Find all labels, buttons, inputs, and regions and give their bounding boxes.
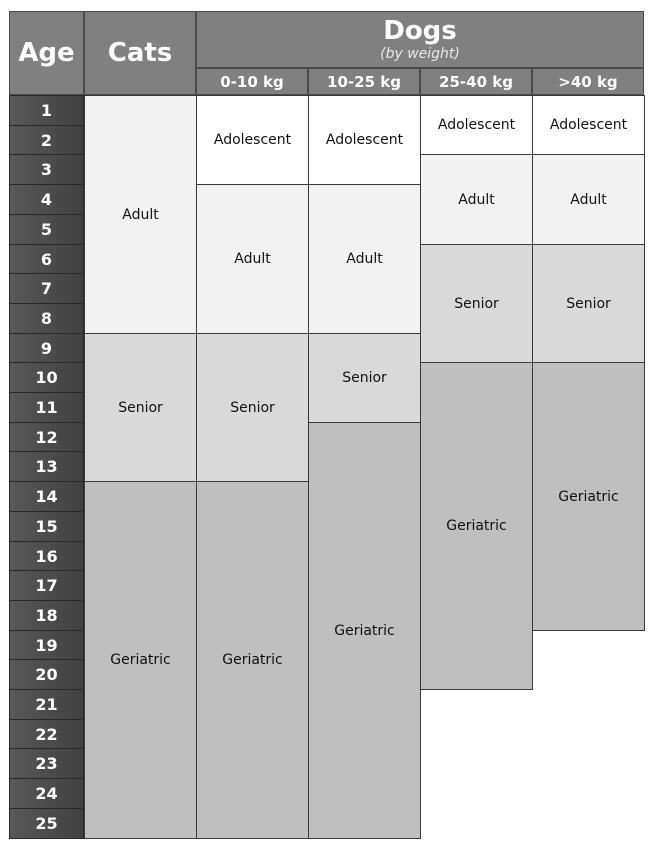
age-cell: 2	[9, 125, 84, 155]
age-cell: 17	[9, 570, 84, 601]
age-cell: 21	[9, 689, 84, 720]
age-cell: 12	[9, 422, 84, 452]
dog-weight-header: 25-40 kg	[420, 68, 532, 95]
age-cell: 9	[9, 333, 84, 363]
age-cell: 23	[9, 748, 84, 779]
dogs-subtitle: (by weight)	[380, 45, 460, 62]
stage-senior-dogs-10-25: Senior	[308, 333, 421, 423]
age-cell: 16	[9, 541, 84, 571]
stage-geriatric-dogs-0-10: Geriatric	[196, 481, 309, 839]
stage-geriatric-dogs-over-40: Geriatric	[532, 362, 645, 631]
stage-senior-dogs-over-40: Senior	[532, 244, 645, 363]
age-cell: 15	[9, 511, 84, 542]
stage-adolescent-dogs-over-40: Adolescent	[532, 95, 645, 155]
stage-senior-dogs-0-10: Senior	[196, 333, 309, 482]
age-cell: 10	[9, 362, 84, 393]
age-cell: 14	[9, 481, 84, 512]
age-header: Age	[9, 11, 84, 95]
dogs-header	[196, 11, 644, 68]
stage-geriatric-dogs-10-25: Geriatric	[308, 422, 421, 839]
age-cell: 20	[9, 659, 84, 690]
dog-weight-header: 10-25 kg	[308, 68, 420, 95]
stage-adult-dogs-25-40: Adult	[420, 154, 533, 245]
stage-adult-cats: Adult	[84, 95, 197, 334]
stage-senior-cats: Senior	[84, 333, 197, 482]
cats-header: Cats	[84, 11, 196, 95]
stage-adolescent-dogs-10-25: Adolescent	[308, 95, 421, 185]
age-cell: 7	[9, 273, 84, 304]
age-cell: 5	[9, 214, 84, 245]
stage-adolescent-dogs-25-40: Adolescent	[420, 95, 533, 155]
stage-adolescent-dogs-0-10: Adolescent	[196, 95, 309, 185]
age-cell: 8	[9, 303, 84, 334]
age-cell: 13	[9, 451, 84, 482]
dogs-title: Dogs	[383, 15, 457, 46]
age-cell: 22	[9, 719, 84, 749]
age-cell: 11	[9, 392, 84, 423]
age-cell: 6	[9, 244, 84, 274]
age-cell: 19	[9, 630, 84, 660]
age-cell: 24	[9, 778, 84, 809]
age-cell: 4	[9, 184, 84, 215]
stage-geriatric-dogs-25-40: Geriatric	[420, 362, 533, 690]
age-cell: 3	[9, 154, 84, 185]
age-cell: 25	[9, 808, 84, 839]
stage-adult-dogs-over-40: Adult	[532, 154, 645, 245]
stage-adult-dogs-10-25: Adult	[308, 184, 421, 334]
stage-adult-dogs-0-10: Adult	[196, 184, 309, 334]
stage-geriatric-cats: Geriatric	[84, 481, 197, 839]
age-cell: 18	[9, 600, 84, 631]
age-cell: 1	[9, 95, 84, 126]
stage-senior-dogs-25-40: Senior	[420, 244, 533, 363]
dog-weight-header: 0-10 kg	[196, 68, 308, 95]
dog-weight-header: >40 kg	[532, 68, 644, 95]
